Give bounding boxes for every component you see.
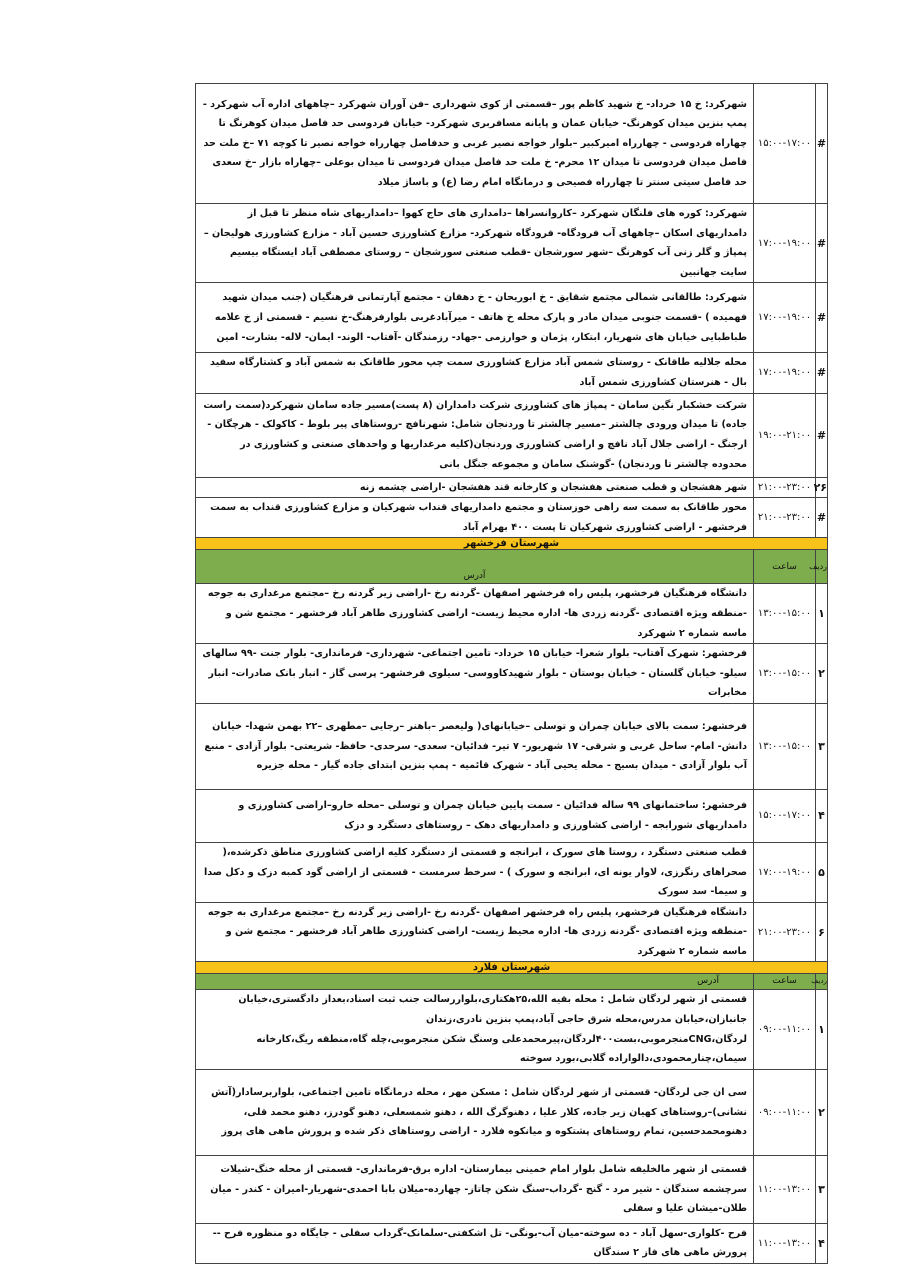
time-range: ۲۱:۰۰-۲۳:۰۰ bbox=[754, 498, 816, 538]
row-number: ۲۶ bbox=[816, 477, 828, 498]
address-cell: سی ان جی لردگان- قسمتی از شهر لردگان شامل : مسکن مهر ، محله درمانگاه تامین اجتماعی، بلواربرسادار(آتش نشانی)–روستاهای کهیان زیر جاده، کلار علیا ، دهنوگرگ الله ، دهنو شمسعلی، دهنو گودرز، دهنو محمد قلی، دهنومحمدحسین، تمام روستاهای پشتکوه و میانکوه فلارد - اراضی روستاهای ذکر شده و پرورش ماهی های پروز bbox=[196, 1069, 754, 1155]
section-header bbox=[196, 538, 828, 550]
address-cell: شهرکرد: طالقانی شمالی مجتمع شقایق - خ ابوریحان - خ دهقان - مجتمع آپارتمانی فرهنگیان (جنب میدان شهید فهمیده ) -قسمت جنوبی میدان مادر و پارک محله خ هاتف - میرآبادغربی بلوارفرهنگ-خ نسیم - قسمتی از خ علامه طباطبایی خیابان های شهریار، ابتکار، پژمان و خوارزمی -جهاد- رزمندگان -آفتاب- الوند- ایمان- لاله- بشارت- امین bbox=[196, 283, 754, 353]
time-range: ۰۹:۰۰-۱۱:۰۰ bbox=[754, 990, 816, 1069]
table-row bbox=[196, 477, 828, 498]
col-row-header: ردیف bbox=[816, 550, 828, 584]
table-row bbox=[196, 353, 828, 393]
row-number: # bbox=[816, 498, 828, 538]
address-cell: محله جلالیه طاقانک - روستای شمس آباد مزارع کشاورزی سمت چپ محور طاقانک به شمس آباد و کشتارگاه سفید بال - هنرستان کشاورزی شمس آباد bbox=[196, 353, 754, 393]
time-range: ۱۷:۰۰-۱۹:۰۰ bbox=[754, 842, 816, 902]
table-row bbox=[196, 789, 828, 842]
row-number: ۱ bbox=[816, 584, 828, 644]
time-range: ۱۳:۰۰-۱۵:۰۰ bbox=[754, 644, 816, 704]
table-row bbox=[196, 283, 828, 353]
table-row bbox=[196, 1155, 828, 1223]
address-cell: شهرکرد: خ ۱۵ خرداد- خ شهید کاظم پور –قسمتی از کوی شهرداری –فن آوران شهرکرد –چاههای اداره آب شهرکرد - پمپ بنزین میدان کوهرنگ- خیابان عمان و پایانه مسافربری شهرکرد- خیابان فردوسی حد فاصل میدان کوهرنگ تا چهاراه فردوسی - چهارراه امیرکبیر –بلوار خواجه نصیر غربی و حدفاصل چهارراه خواجه نصیر تا کوچه ۷۱ –خ ملت حد فاصل میدان فردوسی تا میدان ۱۲ محرم- خ ملت حد فاصل میدان فردوسی تا میدان بوعلی –چهاراه بازار –خ سعدی حد فاصل سیتی سنتر تا چهارراه فصیحی و درمانگاه امام رضا (ع) و باساژ میلاد bbox=[196, 84, 754, 204]
row-number: # bbox=[816, 84, 828, 204]
outage-schedule-table bbox=[195, 83, 828, 1264]
time-range: ۱۵:۰۰-۱۷:۰۰ bbox=[754, 789, 816, 842]
row-number: # bbox=[816, 283, 828, 353]
column-header-row bbox=[196, 974, 828, 990]
table-row bbox=[196, 204, 828, 283]
time-range: ۱۷:۰۰-۱۹:۰۰ bbox=[754, 353, 816, 393]
table-row bbox=[196, 1223, 828, 1263]
row-number: ۱ bbox=[816, 990, 828, 1069]
address-cell: قطب صنعتی دستگرد ، روستا های سورک ، ابرانجه و قسمتی از دستگرد کلیه اراضی کشاورزی مناطق ذکرشده،( صحراهای رنگرزی، لاوار یونه ای، ابرانجه و سورک ) - سرخط سرمست - قسمتی از اراضی گود کمبه دزک و دکل صدا و سیما- سد سورک bbox=[196, 842, 754, 902]
time-range: ۲۱:۰۰-۲۳:۰۰ bbox=[754, 902, 816, 962]
address-cell: فرخشهر: سمت بالای خیابان چمران و توسلی –خیابانهای( ولیعصر –باهنر –رجایی –مطهری –۲۲ بهمن شهدا- خیابان دانش- امام- ساحل غربی و شرقی- ۱۷ شهریور- ۷ تیر- فدائیان- سعدی- سرحدی- حافظ- شریعتی- بلوار آزادی - منبع آب بلوار آزادی - میدان بسیج - محله یحیی آباد - شهرک قائمیه - پمپ بنزین ابتدای جاده گیار - محله جزیره bbox=[196, 703, 754, 789]
table-row bbox=[196, 393, 828, 477]
col-time-header: ساعت bbox=[754, 550, 816, 584]
row-number: ۴ bbox=[816, 1223, 828, 1263]
table-row bbox=[196, 902, 828, 962]
address-cell: فرخشهر: شهرک آفتاب- بلوار شعرا- خیابان ۱۵ خرداد- تامین اجتماعی- شهرداری- فرمانداری- بلوار جنت -۹۹ سالهای سیلو- خیابان گلستان - خیابان بوستان - بلوار شهیدکاووسی- سیلوی فرخشهر- پرسی گاز - انبار بانک صادرات- انبار مخابرات bbox=[196, 644, 754, 704]
address-cell: شهرکرد: کوره های فلنگان شهرکرد –کاروانسراها –دامداری های حاج کهوا –دامداریهای شاه منظر تا قبل از دامداریهای اسکان –چاههای آب فرودگاه- فرودگاه شهرکرد- مزارع کشاورزی حسین آباد - مزارع کشاورزی هولیجان –پمپاژ و گلر زنی آب کوهرنگ –شهر سورشجان -قطب صنعتی سورشجان – روستای مصطفی آباد ایستگاه بیسیم سایت جهانبین bbox=[196, 204, 754, 283]
row-number: ۳ bbox=[816, 703, 828, 789]
address-cell: محور طاقانک به سمت سه راهی خوزستان و مجتمع دامداریهای قنداب شهرکیان و مزارع کشاورزی قنداب به سمت فرخشهر - اراضی کشاورزی شهرکیان تا پست ۴۰۰ بهرام آباد bbox=[196, 498, 754, 538]
section-title: شهرستان فلارد bbox=[196, 962, 828, 974]
time-range: ۲۱:۰۰-۲۳:۰۰ bbox=[754, 477, 816, 498]
address-cell: شهر هفشجان و قطب صنعتی هفشجان و کارخانه قند هفشجان -اراضی چشمه زنه bbox=[196, 477, 754, 498]
row-number: # bbox=[816, 353, 828, 393]
time-range: ۱۷:۰۰-۱۹:۰۰ bbox=[754, 204, 816, 283]
address-cell: دانشگاه فرهنگیان فرخشهر، پلیس راه فرخشهر اصفهان -گردنه رخ -اراضی زیر گردنه رخ –مجتمع مرغداری به جوجه -منطقه ویژه اقتصادی -گردنه زردی ها- اداره محیط زیست- اراضی کشاورزی طاهر آباد فرخشهر - مجتمع شن و ماسه شماره ۲ شهرکرد bbox=[196, 902, 754, 962]
table-row bbox=[196, 990, 828, 1069]
row-number: ۲ bbox=[816, 1069, 828, 1155]
row-number: ۳ bbox=[816, 1155, 828, 1223]
column-header-row bbox=[196, 550, 828, 584]
table-row bbox=[196, 644, 828, 704]
time-range: ۱۳:۰۰-۱۵:۰۰ bbox=[754, 703, 816, 789]
table-row bbox=[196, 84, 828, 204]
col-row-header: ردیف bbox=[816, 974, 828, 990]
address-cell: فرخشهر: ساختمانهای ۹۹ ساله فدائیان - سمت پایین خیابان چمران و توسلی –محله خارو–اراضی کشاورزی و دامداریهای شورابجه - اراضی کشاورزی و دامداریهای دهک – روستاهای دستگرد و دزک bbox=[196, 789, 754, 842]
row-number: ۵ bbox=[816, 842, 828, 902]
table-row bbox=[196, 842, 828, 902]
time-range: ۱۷:۰۰-۱۹:۰۰ bbox=[754, 283, 816, 353]
col-time-header: ساعت bbox=[754, 974, 816, 990]
row-number: ۶ bbox=[816, 902, 828, 962]
time-range: ۱۱:۰۰-۱۳:۰۰ bbox=[754, 1223, 816, 1263]
time-range: ۰۹:۰۰-۱۱:۰۰ bbox=[754, 1069, 816, 1155]
time-range: ۱۵:۰۰-۱۷:۰۰ bbox=[754, 84, 816, 204]
time-range: ۱۹:۰۰-۲۱:۰۰ bbox=[754, 393, 816, 477]
table-row bbox=[196, 703, 828, 789]
section-header bbox=[196, 962, 828, 974]
time-range: ۱۳:۰۰-۱۵:۰۰ bbox=[754, 584, 816, 644]
time-range: ۱۱:۰۰-۱۳:۰۰ bbox=[754, 1155, 816, 1223]
col-address-header: آدرس bbox=[196, 550, 754, 584]
table-row bbox=[196, 1069, 828, 1155]
address-cell: شرکت خشکبار نگین سامان - پمپاژ های کشاورزی شرکت دامداران (۸ پست)مسیر جاده سامان شهرکرد(سمت راست جاده) تا میدان ورودی چالشتر –مسیر چالشتر تا وردنجان شامل: شهرنافچ -روستاهای پیر بلوط - کاکولک - هرچگان - ارجنگ - اراضی جلال آباد نافچ و اراضی کشاورزی وردنجان(کلیه مرغداریها و واحدهای صنعتی و کشاورزی در محدوده چالشتر تا وردنجان) -گوشنک سامان و مجموعه جنگل بانی bbox=[196, 393, 754, 477]
row-number: ۴ bbox=[816, 789, 828, 842]
row-number: # bbox=[816, 204, 828, 283]
address-cell: قسمتی از شهر لردگان شامل : محله بقیه الله،۲۵هکتاری،بلواررسالت جنب ثبت اسناد،بعداز دادگستری،خیابان جانبازان،خیابان مدرس،محله شرق حاجی آباد،پمپ بنزین نادری،زندان لردگان،CNGمنجرموبی،بست۴۰۰لردگان،پیرمحمدعلی وسنگ شکن منجرموبی،چله گاه،منطقه ریگ،کارخانه سیمان،چنارمحمودی،دالواراده گلابی،بورد سوخته bbox=[196, 990, 754, 1069]
address-cell: دانشگاه فرهنگیان فرخشهر، پلیس راه فرخشهر اصفهان -گردنه رخ -اراضی زیر گردنه رخ –مجتمع مرغداری به جوجه -منطقه ویژه اقتصادی -گردنه زردی ها- اداره محیط زیست- اراضی کشاورزی طاهر آباد فرخشهر - مجتمع شن و ماسه شماره ۲ شهرکرد bbox=[196, 584, 754, 644]
row-number: # bbox=[816, 393, 828, 477]
col-address-header: آدرس bbox=[196, 974, 754, 990]
table-row bbox=[196, 498, 828, 538]
address-cell: قسمتی از شهر مالخلیفه شامل بلوار امام خمینی بیمارستان- اداره برق-فرمانداری- قسمتی از محله خنگ-شیلات سرچشمه سندگان - شیر مرد - گنج -گرداب-سنگ شکن چاتاز- چهارده-میلان بابا احمدی-شهریار-امیران - کندر - میان طلان-میشان علیا و سفلی bbox=[196, 1155, 754, 1223]
section-title: شهرستان فرخشهر bbox=[196, 538, 828, 550]
table-row bbox=[196, 584, 828, 644]
row-number: ۲ bbox=[816, 644, 828, 704]
address-cell: فرح -کلواری-سهل آباد - ده سوخته-میان آب-بونگی- تل اشکفتی-سلمانک-گرداب سفلی - جایگاه دو منظوره فرح -- پرورش ماهی های فاز ۲ سندگان bbox=[196, 1223, 754, 1263]
